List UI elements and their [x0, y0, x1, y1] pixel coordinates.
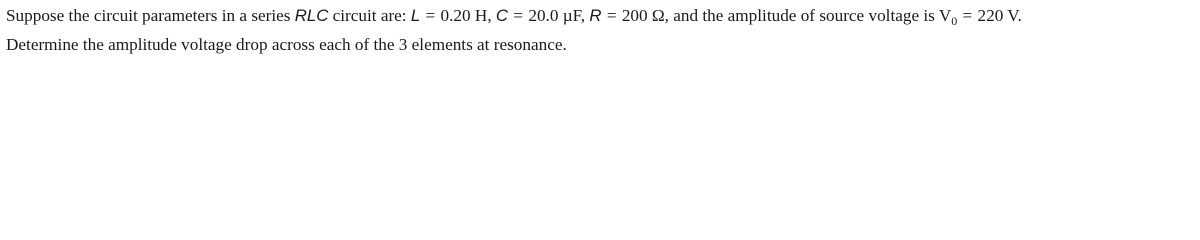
resistance-symbol: R	[589, 6, 602, 25]
circuit-type: RLC	[294, 6, 329, 25]
voltage-value: 220 V.	[977, 6, 1022, 25]
equals-sign: =	[421, 6, 440, 25]
capacitance-symbol: C	[495, 6, 509, 25]
inductance-symbol: L	[410, 6, 421, 25]
inductance-value: 0.20 H,	[440, 6, 496, 25]
problem-text	[6, 0, 1198, 59]
equals-sign: =	[509, 6, 528, 25]
problem-line-1	[6, 0, 1198, 30]
capacitance-value: 20.0 µF,	[528, 6, 590, 25]
equals-sign: =	[958, 6, 977, 25]
equals-sign: =	[602, 6, 621, 25]
voltage-subscript: 0	[951, 14, 958, 28]
resistance-value: 200 Ω, and the amplitude of source voltage is V	[621, 6, 952, 25]
problem-line-2: Determine the amplitude voltage drop across each of the 3 elements at resonance.	[6, 35, 567, 54]
mid-text: circuit are:	[328, 6, 411, 25]
intro-text: Suppose the circuit parameters in a series	[6, 6, 295, 25]
